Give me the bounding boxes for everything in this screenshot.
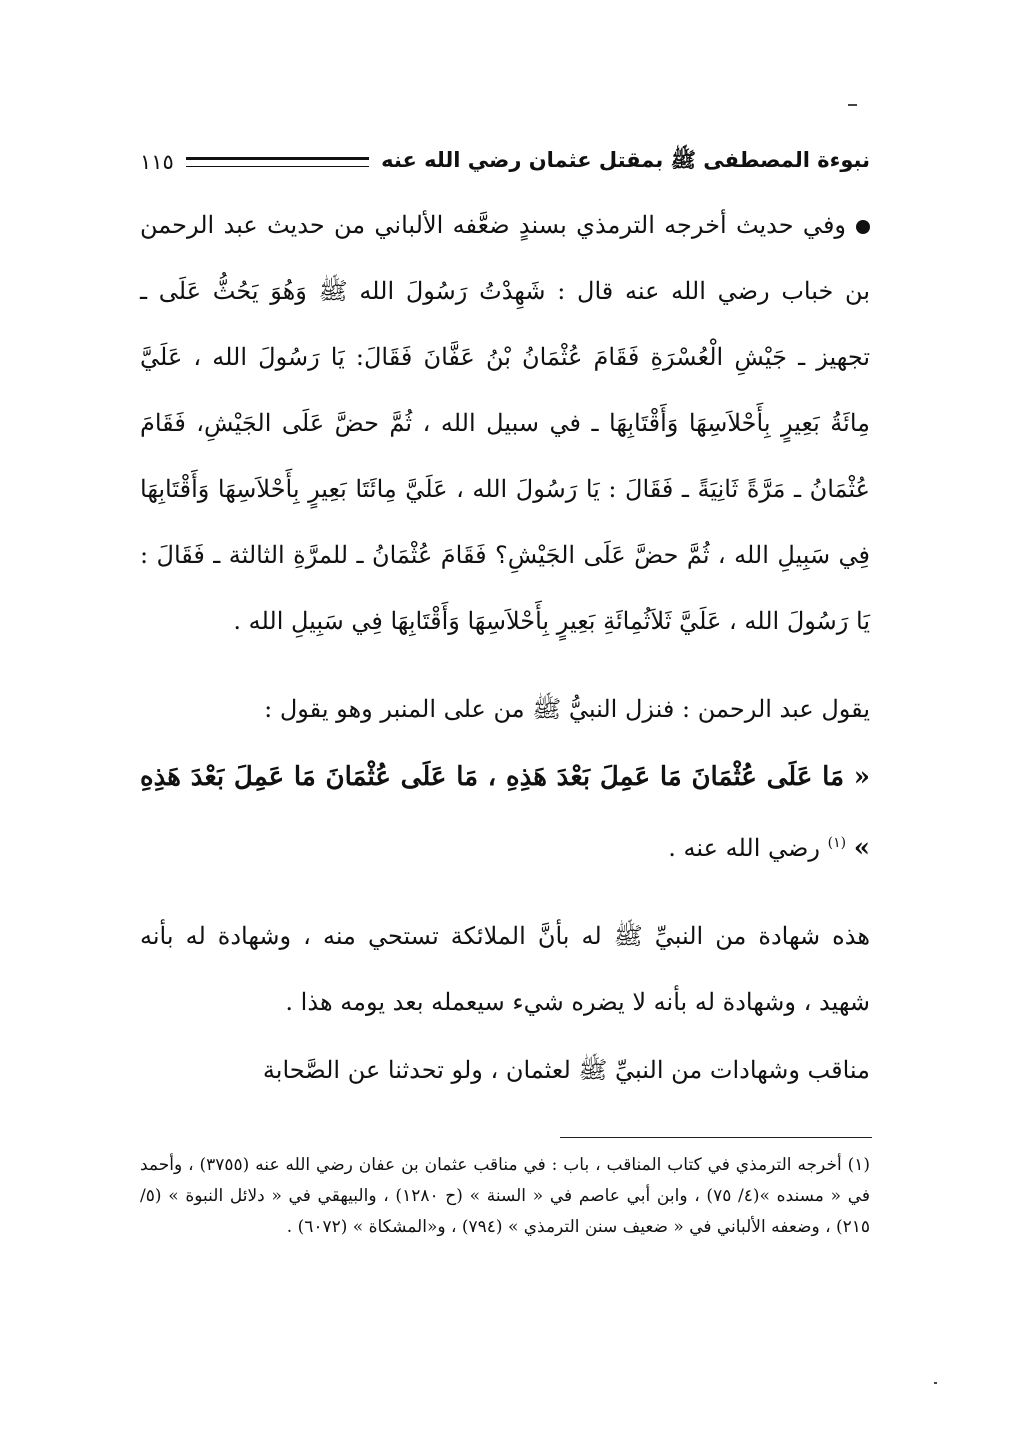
- bullet-icon: [856, 220, 870, 234]
- footnote-ref[interactable]: (١): [827, 835, 847, 851]
- header-title: نبوءة المصطفى ﷺ بمقتل عثمان رضي الله عنه: [381, 147, 870, 172]
- footnote-1: (١) أخرجه الترمذي في كتاب المناقب ، باب : في مناقب عثمان بن عفان رضي الله عنه (٣٧٥٥) ، وأحمد في « مسنده »(٤/ ٧٥) ، وابن أبي عاصم في « السنة » (ح ١٢٨٠) ، والبيهقي في « دلائل النبوة » (٥/ ٢١٥) ، وضعفه الألباني في « ضعيف سنن الترمذي » (٧٩٤) ، و«المشكاة » (٦٠٧٢) .: [140, 1155, 870, 1237]
- footnotes: [140, 1150, 870, 1243]
- paragraph-1-text: وفي حديث أخرجه الترمذي بسندٍ ضعَّفه الألباني من حديث عبد الرحمن بن خباب رضي الله عنه قال : شَهِدْتُ رَسُولَ الله ﷺ وَهُوَ يَحُثُّ عَلَى ـ تجهيز ـ جَيْشِ الْعُسْرَةِ فَقَامَ عُثْمَانُ بْنُ عَفَّانَ فَقَالَ: يَا رَسُولَ الله ، عَلَيَّ مِائَةُ بَعِيرٍ بِأَحْلاَسِهَا وَأَقْتَابِهَا ـ في سبيل الله ، ثُمَّ حضَّ عَلَى الجَيْشِ، فَقَامَ عُثْمَانُ ـ مَرَّةً ثَانِيَةً ـ فَقَالَ : يَا رَسُولَ الله ، عَلَيَّ مِائَتَا بَعِيرٍ بِأَحْلاَسِهَا وَأَقْتَابِهَا فِي سَبِيلِ الله ، ثُمَّ حضَّ عَلَى الجَيْشِ؟ فَقَامَ عُثْمَانُ ـ للمرَّةِ الثالثة ـ فَقَالَ : يَا رَسُولَ الله ، عَلَيَّ ثَلاَثُمِائَةِ بَعِيرٍ بِأَحْلاَسِهَا وَأَقْتَابِهَا فِي سَبِيلِ الله .: [140, 211, 870, 635]
- header-rule: [186, 157, 369, 167]
- hadith-tail: رضي الله عنه .: [668, 834, 820, 862]
- paragraph-4: هذه شهادة من النبيِّ ﷺ له بأنَّ الملائكة تستحي منه ، وشهادة له بأنه شهيد ، وشهادة له بأنه لا يضره شيء سيعمله بعد يومه هذا .: [140, 922, 870, 1016]
- scan-speck: [848, 104, 857, 106]
- paragraph-hadith-quote: [140, 744, 870, 881]
- footnote-divider: [560, 1137, 872, 1138]
- paragraph-2: يقول عبد الرحمن : فنزل النبيُّ ﷺ من على المنبر وهو يقول :: [264, 695, 870, 723]
- running-header: [140, 142, 870, 182]
- hadith-quote: « مَا عَلَى عُثْمَانَ مَا عَمِلَ بَعْدَ هَذِهِ ، مَا عَلَى عُثْمَانَ مَا عَمِلَ بَعْدَ هَذِهِ »: [140, 762, 870, 863]
- paragraph-5: مناقب وشهادات من النبيِّ ﷺ لعثمان ، ولو تحدثنا عن الصَّحابة: [262, 1056, 870, 1084]
- main-text: [140, 192, 870, 1103]
- page-number: ١١٥: [140, 150, 174, 174]
- paragraph-hadith-intro: [140, 192, 870, 654]
- scan-speck: [934, 1382, 937, 1384]
